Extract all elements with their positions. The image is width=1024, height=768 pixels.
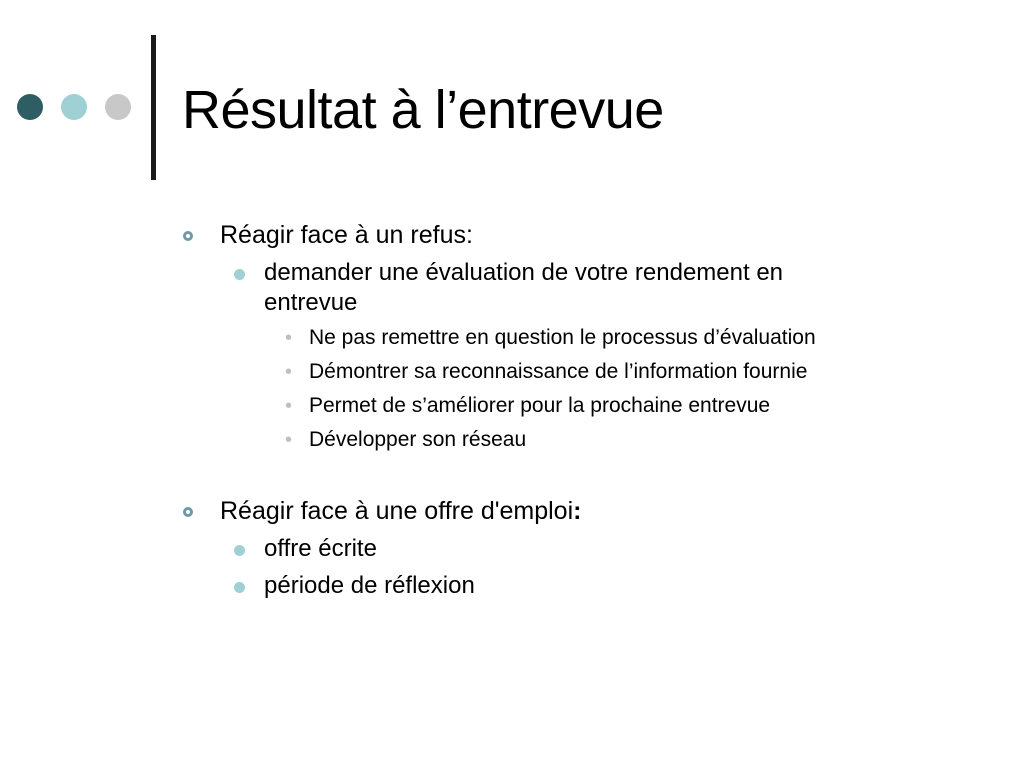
list-item: période de réflexion: [264, 572, 475, 599]
sub-list-item: Ne pas remettre en question le processus d’évaluation: [309, 326, 816, 349]
dot-bullet-icon: [234, 545, 245, 556]
sub-bullet-icon: •: [285, 361, 293, 383]
ring-bullet-icon: [183, 507, 193, 517]
list-item-line1: demander une évaluation de votre rendement en: [264, 259, 784, 286]
sub-bullet-icon: •: [285, 429, 293, 451]
section-heading-text: Réagir face à une offre d'emploi: [220, 497, 574, 525]
sub-bullet-icon: •: [285, 327, 293, 349]
slide-title: Résultat à l’entrevue: [182, 80, 664, 140]
section-heading-refus: Réagir face à un refus:: [220, 221, 473, 249]
section-heading-offre: [220, 496, 581, 526]
sub-bullet-icon: •: [285, 395, 293, 417]
ring-bullet-icon: [183, 231, 193, 241]
dot-bullet-icon: [234, 269, 245, 280]
list-item: offre écrite: [264, 535, 377, 562]
dot-bullet-icon: [234, 582, 245, 593]
section-heading-colon: :: [573, 497, 582, 525]
sub-list-item: Permet de s’améliorer pour la prochaine entrevue: [309, 394, 771, 417]
sub-list-item: Démontrer sa reconnaissance de l’information fournie: [309, 360, 808, 383]
list-item-line2: entrevue: [264, 289, 358, 316]
sub-list-item: Développer son réseau: [309, 428, 527, 451]
